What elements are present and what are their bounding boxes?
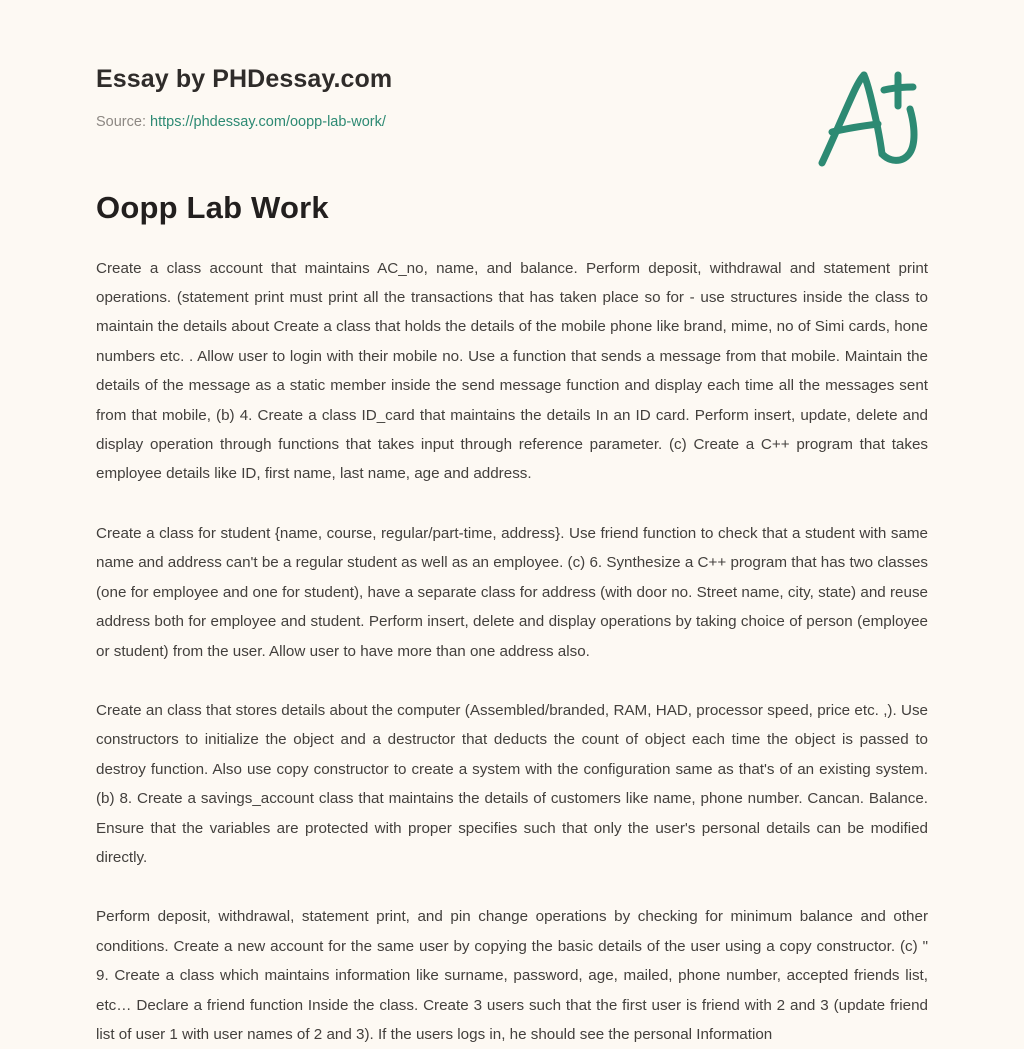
source-label: Source: (96, 113, 146, 130)
source-url-link[interactable]: https://phdessay.com/oopp-lab-work/ (150, 113, 386, 130)
brand-title: Essay by PHDessay.com (96, 65, 393, 93)
paragraph: Create a class account that maintains AC_no, name, and balance. Perform deposit, withdrawal and statement print operations. (statement print must print all the transactions that has taken place so for - use structures inside the class to maintain the details about Create a class that holds the details of the mobile phone like brand, mime, no of Simi cards, hone numbers etc. . Allow user to login with their mobile no. Use a function that sends a message from that mobile. Maintain the details of the message as a static member inside the send message function and display each time all the messages sent from that mobile, (b) 4. Create a class ID_card that maintains the details In an ID card. Perform insert, update, delete and display operation through functions that takes input through reference parameter. (c) Create a C++ program that takes employee details like ID, first name, last name, age and address. (96, 259, 928, 483)
paragraph: Create an class that stores details about the computer (Assembled/branded, RAM, HAD, processor speed, price etc. ,). Use constructors to initialize the object and a destructor that deducts the count of object each time the object is passed to destroy function. Also use copy constructor to create a system with the configuration same as that's of an existing system. (b) 8. Create a savings_account class that maintains the details of customers like name, phone number. Cancan. Balance. Ensure that the variables are protected with proper specifies such that only the user's personal details can be modified directly. (96, 701, 928, 866)
page-title: Oopp Lab Work (96, 189, 329, 225)
article-body (96, 228, 928, 1049)
a-plus-logo (810, 62, 928, 170)
document-header (96, 0, 928, 131)
paragraph: Perform deposit, withdrawal, statement print, and pin change operations by checking for minimum balance and other conditions. Create a new account for the same user by copying the basic details of the user using a copy constructor. (c) " 9. Create a class which maintains information like surname, password, age, mailed, phone number, accepted friends list, etc… Declare a friend function Inside the class. Create 3 users such that the first user is friend with 2 and 3 (update friend list of user 1 with user names of 2 and 3). If the users logs in, he should see the personal Information (96, 908, 928, 1043)
paragraph: Create a class for student {name, course, regular/part-time, address}. Use friend function to check that a student with same name and address can't be a regular student as well as an employee. (c) 6. Synthesize a C++ program that has two classes (one for employee and one for student), have a separate class for address (with door no. Street name, city, state) and reuse address both for employee and student. Perform insert, delete and display operations by taking choice of person (employee or student) from the user. Allow user to have more than one address also. (96, 524, 928, 660)
source-line (96, 114, 928, 131)
